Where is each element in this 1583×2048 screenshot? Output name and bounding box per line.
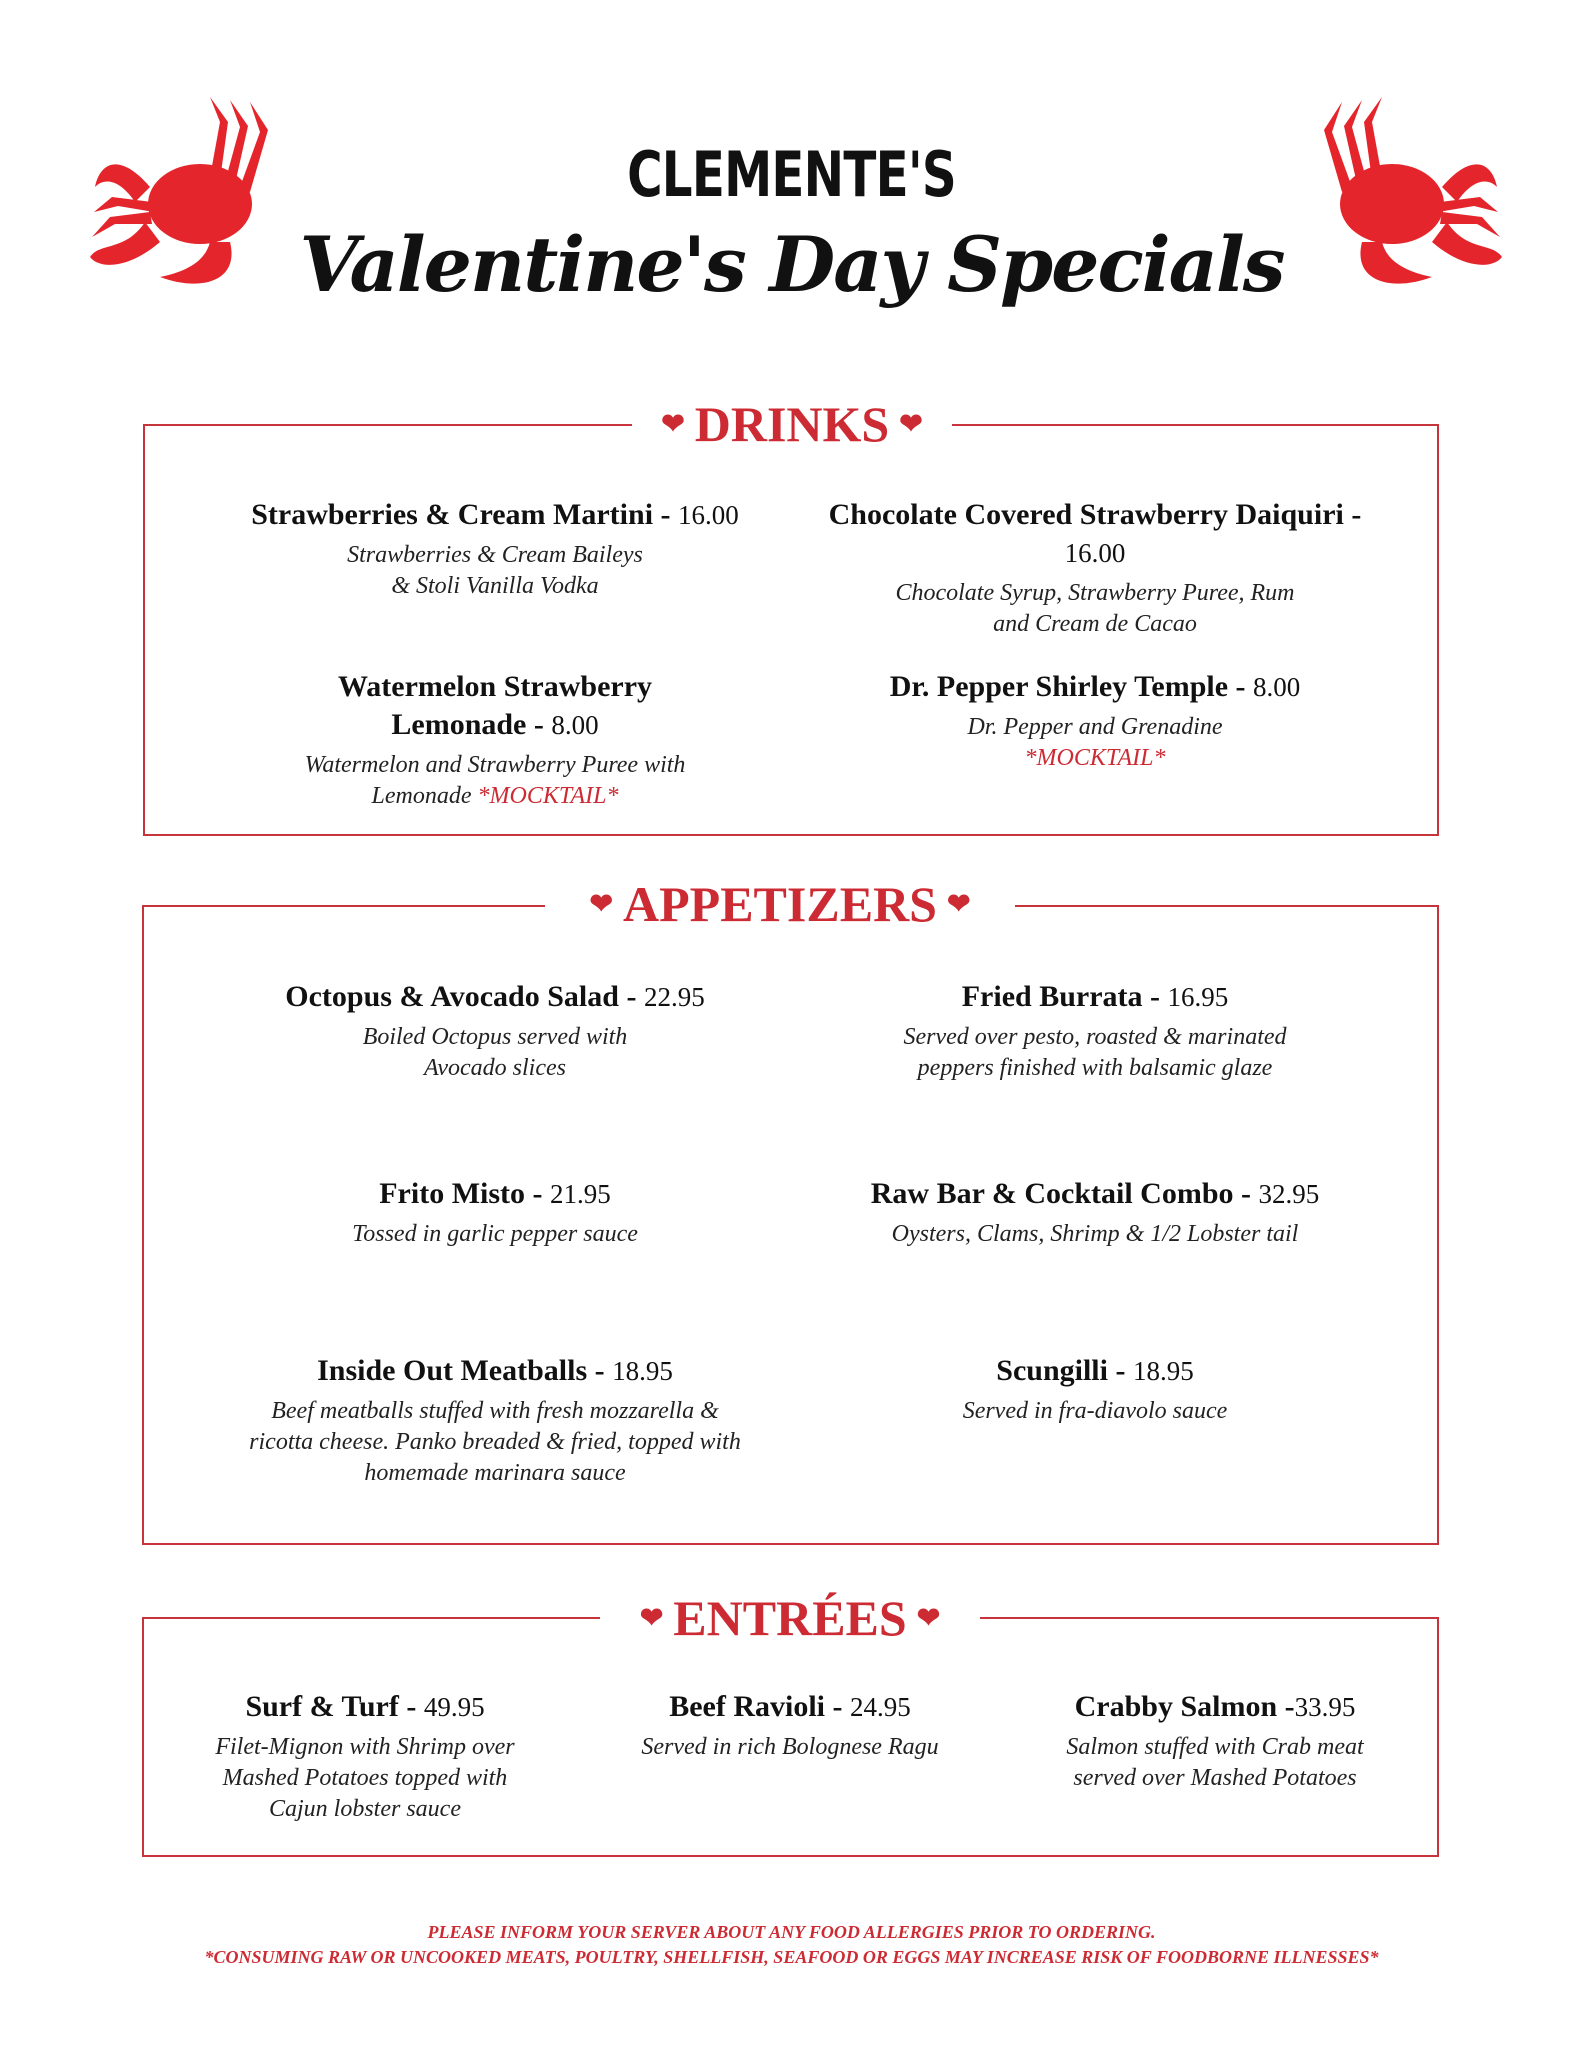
item-desc: Served in rich Bolognese Ragu <box>641 1734 939 1760</box>
item-price: 24.95 <box>850 1692 911 1722</box>
menu-item: Surf & Turf - 49.95 Filet-Mignon with Shrimp over Mashed Potatoes topped with Cajun lobster sauce <box>170 1688 560 1825</box>
item-name: Octopus & Avocado Salad <box>285 980 619 1013</box>
item-desc: Beef meatballs stuffed with fresh mozzarella & ricotta cheese. Panko breaded & fried, topped with homemade marinara sauce <box>249 1398 741 1486</box>
item-desc: Strawberries & Cream Baileys & Stoli Vanilla Vodka <box>347 542 643 599</box>
appetizers-heading <box>545 876 1015 932</box>
item-name: Frito Misto <box>379 1177 526 1210</box>
menu-item: Inside Out Meatballs - 18.95 Beef meatballs stuffed with fresh mozzarella & ricotta cheese. Panko breaded & fried, topped with homemade marinara sauce <box>190 1352 800 1489</box>
item-name: Surf & Turf <box>245 1690 399 1723</box>
foodborne-warning: *CONSUMING RAW OR UNCOOKED MEATS, POULTRY, SHELLFISH, SEAFOOD OR EGGS MAY INCREASE RISK OF FOODBORNE ILLNESSES* <box>204 1947 1379 1967</box>
entrees-heading <box>600 1590 980 1646</box>
menu-item: Crabby Salmon -33.95 Salmon stuffed with Crab meat served over Mashed Potatoes <box>1015 1688 1415 1794</box>
item-desc: Served over pesto, roasted & marinated peppers finished with balsamic glaze <box>903 1024 1287 1081</box>
drinks-title: DRINKS <box>694 396 890 452</box>
page-title: Valentine's Day Specials <box>299 220 1284 309</box>
item-desc: Tossed in garlic pepper sauce <box>352 1221 638 1247</box>
item-desc: Filet-Mignon with Shrimp over Mashed Potatoes topped with Cajun lobster sauce <box>215 1734 515 1822</box>
heart-icon: ❤ <box>639 1603 664 1634</box>
item-price: 16.95 <box>1167 982 1229 1012</box>
menu-item: Watermelon Strawberry Lemonade - 8.00 Watermelon and Strawberry Puree with Lemonade *MOCKTAIL* <box>304 670 686 809</box>
item-name: Beef Ravioli <box>669 1690 826 1723</box>
item-price: 32.95 <box>1258 1179 1320 1209</box>
item-price: 8.00 <box>551 710 599 740</box>
menu-item: Beef Ravioli - 24.95 Served in rich Bolognese Ragu <box>590 1688 990 1763</box>
menu-item: Raw Bar & Cocktail Combo - 32.95 Oysters, Clams, Shrimp & 1/2 Lobster tail <box>815 1175 1375 1250</box>
item-name: Fried Burrata <box>961 980 1143 1013</box>
appetizers-title: APPETIZERS <box>623 876 937 932</box>
item-name: Dr. Pepper Shirley Temple <box>889 670 1229 703</box>
mocktail-tag: *MOCKTAIL* <box>1024 745 1166 771</box>
item-name: Raw Bar & Cocktail Combo <box>870 1177 1234 1210</box>
item-price: 33.95 <box>1294 1692 1356 1722</box>
menu-item: Chocolate Covered Strawberry Daiquiri - 16.00 Chocolate Syrup, Strawberry Puree, Rum and Cream de Cacao <box>815 496 1375 640</box>
item-name: Inside Out Meatballs <box>317 1354 588 1387</box>
menu-item: Frito Misto - 21.95 Tossed in garlic pepper sauce <box>190 1175 800 1250</box>
item-name: Chocolate Covered Strawberry Daiquiri <box>828 498 1344 531</box>
item-price: 16.00 <box>678 500 739 530</box>
menu-item: Dr. Pepper Shirley Temple - 8.00 Dr. Pepper and Grenadine *MOCKTAIL* <box>889 670 1301 771</box>
menu-item: Fried Burrata - 16.95 Served over pesto, roasted & marinated peppers finished with balsamic glaze <box>815 978 1375 1084</box>
item-price: 18.95 <box>1132 1356 1194 1386</box>
item-name: Crabby Salmon <box>1074 1690 1278 1723</box>
restaurant-name: CLEMENTE'S <box>627 138 956 211</box>
heart-icon: ❤ <box>916 1603 941 1634</box>
allergy-notice: PLEASE INFORM YOUR SERVER ABOUT ANY FOOD ALLERGIES PRIOR TO ORDERING. <box>427 1922 1156 1942</box>
heart-icon: ❤ <box>589 889 614 920</box>
item-desc: Salmon stuffed with Crab meat served over Mashed Potatoes <box>1066 1734 1364 1791</box>
item-name: Strawberries & Cream Martini <box>251 498 654 531</box>
item-name: Watermelon Strawberry Lemonade <box>337 670 653 741</box>
item-price: 22.95 <box>643 982 705 1012</box>
heart-icon: ❤ <box>661 409 685 440</box>
heart-icon: ❤ <box>946 889 971 920</box>
heart-icon: ❤ <box>899 409 923 440</box>
drinks-heading <box>632 396 952 452</box>
item-desc: Boiled Octopus served with Avocado slices <box>362 1024 628 1081</box>
item-price: 49.95 <box>423 1692 485 1722</box>
menu-item: Scungilli - 18.95 Served in fra-diavolo sauce <box>815 1352 1375 1427</box>
menu-item: Octopus & Avocado Salad - 22.95 Boiled Octopus served with Avocado slices <box>190 978 800 1084</box>
item-desc: Chocolate Syrup, Strawberry Puree, Rum and Cream de Cacao <box>895 580 1295 637</box>
item-price: 8.00 <box>1253 672 1301 702</box>
item-desc: Dr. Pepper and Grenadine <box>967 714 1223 740</box>
item-desc: Oysters, Clams, Shrimp & 1/2 Lobster tail <box>891 1221 1299 1247</box>
item-name: Scungilli <box>996 1354 1108 1387</box>
menu-item: Strawberries & Cream Martini - 16.00 Strawberries & Cream Baileys & Stoli Vanilla Vodka <box>190 496 800 602</box>
mocktail-tag: *MOCKTAIL* <box>477 783 619 809</box>
item-price: 18.95 <box>612 1356 673 1386</box>
item-desc: Watermelon and Strawberry Puree with Lemonade <box>304 752 686 809</box>
item-price: 16.00 <box>1064 538 1126 568</box>
item-desc: Served in fra-diavolo sauce <box>962 1398 1228 1424</box>
item-price: 21.95 <box>550 1179 611 1209</box>
entrees-title: ENTRÉES <box>673 1590 907 1646</box>
